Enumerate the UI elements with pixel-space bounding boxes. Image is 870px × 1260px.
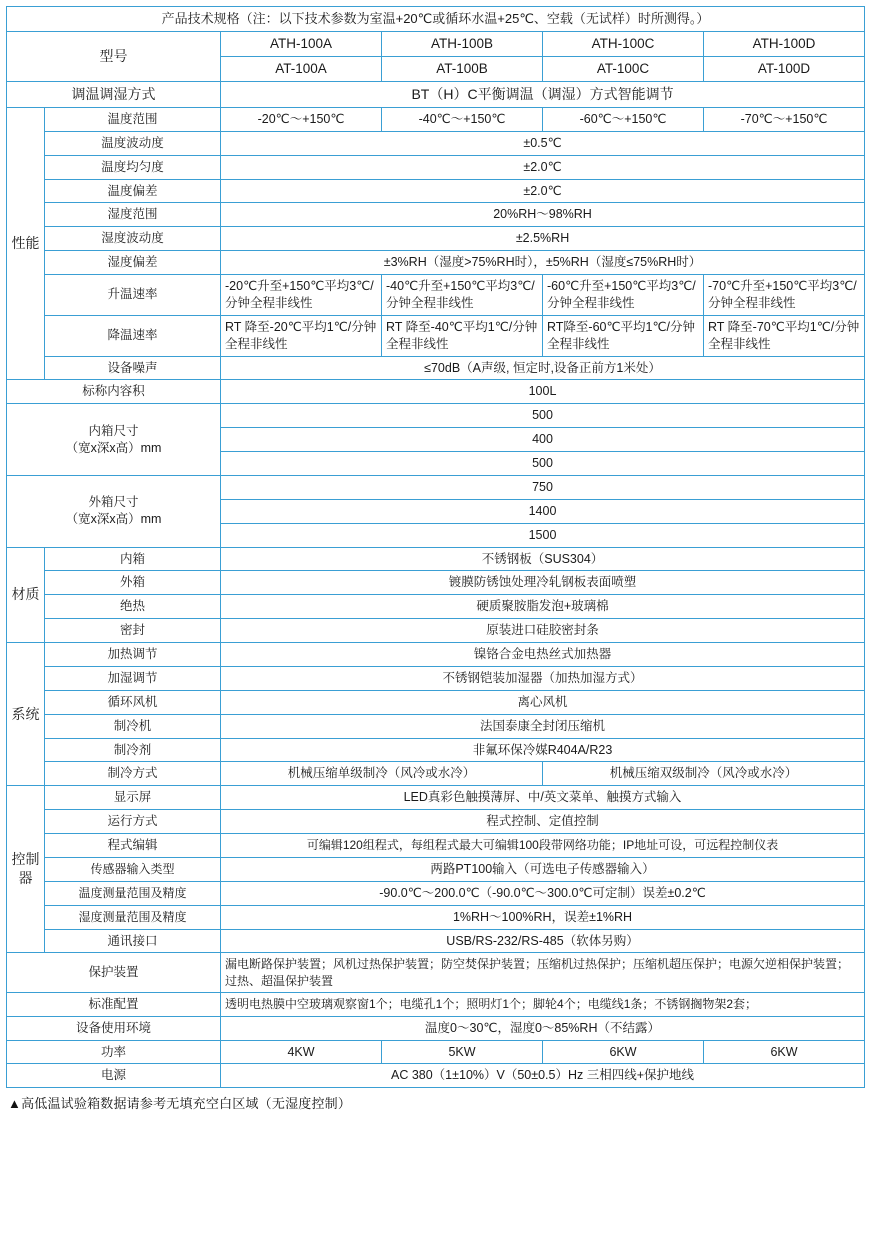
value-operation-mode: 程式控制、定值控制 — [221, 810, 865, 834]
value-humidity-range: 20%RH～98%RH — [221, 203, 865, 227]
value-display: LED真彩色触摸薄屏、中/英文菜单、触摸方式输入 — [221, 786, 865, 810]
label-outer-size-line2: （宽x深x高）mm — [65, 512, 162, 527]
model-at-100a: AT-100A — [221, 56, 382, 81]
value-protection: 漏电断路保护装置；风机过热保护装置；防空焚保护装置；压缩机过热保护；压缩机超压保护；电源欠逆相保护装置；过热、超温保护装置 — [221, 953, 865, 992]
value-outer-width: 750 — [221, 475, 865, 499]
value-heating-rate-c: -60℃升至+150℃平均3℃/分钟全程非线性 — [543, 275, 704, 316]
label-temp-fluctuation: 温度波动度 — [45, 131, 221, 155]
table-row — [7, 356, 865, 380]
value-cooling-mode-dual: 机械压缩双级制冷（风冷或水冷） — [543, 762, 865, 786]
table-row — [7, 1016, 865, 1040]
value-circulation-fan: 离心风机 — [221, 690, 865, 714]
value-cooling-rate-d: RT 降至-70℃平均1℃/分钟全程非线性 — [704, 315, 865, 356]
value-heating-rate-d: -70℃升至+150℃平均3℃/分钟全程非线性 — [704, 275, 865, 316]
model-at-100d: AT-100D — [704, 56, 865, 81]
table-row — [7, 953, 865, 992]
value-comm-interface: USB/RS-232/RS-485（软体另购） — [221, 929, 865, 953]
value-cooling-rate-b: RT 降至-40℃平均1℃/分钟全程非线性 — [382, 315, 543, 356]
value-program-edit: 可编辑120组程式，每组程式最大可编辑100段带网络功能；IP地址可设，可远程控制仪表 — [221, 834, 865, 858]
label-control-mode: 调温调湿方式 — [7, 81, 221, 107]
value-heating-adjust: 镍铬合金电热丝式加热器 — [221, 643, 865, 667]
value-inner-width: 500 — [221, 404, 865, 428]
table-row — [7, 81, 865, 107]
value-power-b: 5KW — [382, 1040, 543, 1064]
group-system: 系统 — [7, 643, 45, 786]
group-material: 材质 — [7, 547, 45, 643]
label-temp-uniformity: 温度均匀度 — [45, 155, 221, 179]
label-sensor-input-type: 传感器输入类型 — [45, 857, 221, 881]
label-outer-size — [7, 475, 221, 547]
table-row — [7, 881, 865, 905]
footnote: ▲高低温试验箱数据请参考无填充空白区域（无湿度控制） — [8, 1096, 352, 1112]
label-noise: 设备噪声 — [45, 356, 221, 380]
table-row — [7, 155, 865, 179]
label-humidity-range: 湿度范围 — [45, 203, 221, 227]
table-row — [7, 203, 865, 227]
label-humidity-deviation: 湿度偏差 — [45, 251, 221, 275]
label-refrigerant: 制冷剂 — [45, 738, 221, 762]
value-outer-depth: 1400 — [221, 499, 865, 523]
label-refrigerator: 制冷机 — [45, 714, 221, 738]
group-controller: 控制器 — [7, 786, 45, 953]
table-row — [7, 7, 865, 32]
table-row — [7, 857, 865, 881]
table-row — [7, 619, 865, 643]
table-row — [7, 992, 865, 1016]
value-temp-uniformity: ±2.0℃ — [221, 155, 865, 179]
value-power-c: 6KW — [543, 1040, 704, 1064]
value-humidity-measure-range: 1%RH～100%RH，误差±1%RH — [221, 905, 865, 929]
table-row — [7, 315, 865, 356]
table-row — [7, 547, 865, 571]
model-ath-100a: ATH-100A — [221, 31, 382, 56]
value-standard-config: 透明电热膜中空玻璃观察窗1个；电缆孔1个；照明灯1个；脚轮4个；电缆线1条；不锈钢搁物架2套； — [221, 992, 865, 1016]
table-row — [7, 251, 865, 275]
label-nominal-volume: 标称内容积 — [7, 380, 221, 404]
value-temp-measure-range: -90.0℃～200.0℃（-90.0℃～300.0℃可定制）误差±0.2℃ — [221, 881, 865, 905]
value-noise: ≤70dB（A声级, 恒定时,设备正前方1米处） — [221, 356, 865, 380]
table-row — [7, 905, 865, 929]
value-inner-height: 500 — [221, 452, 865, 476]
table-row — [7, 31, 865, 56]
value-insulation: 硬质聚胺脂发泡+玻璃棉 — [221, 595, 865, 619]
model-ath-100d: ATH-100D — [704, 31, 865, 56]
value-temp-fluctuation: ±0.5℃ — [221, 131, 865, 155]
table-row — [7, 810, 865, 834]
value-environment: 温度0～30℃，湿度0～85%RH（不结露） — [221, 1016, 865, 1040]
label-circulation-fan: 循环风机 — [45, 690, 221, 714]
table-row — [7, 690, 865, 714]
header-title: 产品技术规格（注：以下技术参数为室温+20℃或循环水温+25℃、空载（无试样）时所测得。） — [7, 7, 865, 32]
table-row — [7, 404, 865, 428]
table-row — [7, 738, 865, 762]
label-comm-interface: 通讯接口 — [45, 929, 221, 953]
value-cooling-mode-single: 机械压缩单级制冷（风冷或水冷） — [221, 762, 543, 786]
table-row — [7, 227, 865, 251]
label-inner-size-line2: （宽x深x高）mm — [65, 440, 162, 455]
label-power: 功率 — [7, 1040, 221, 1064]
label-operation-mode: 运行方式 — [45, 810, 221, 834]
label-inner-size — [7, 404, 221, 476]
model-at-100c: AT-100C — [543, 56, 704, 81]
specification-table — [6, 6, 865, 1088]
label-inner-size-line1: 内箱尺寸 — [88, 423, 139, 438]
value-power-d: 6KW — [704, 1040, 865, 1064]
label-program-edit: 程式编辑 — [45, 834, 221, 858]
value-control-mode: BT（H）C平衡调温（调湿）方式智能调节 — [221, 81, 865, 107]
label-insulation: 绝热 — [45, 595, 221, 619]
group-performance: 性能 — [7, 107, 45, 380]
label-outer-box: 外箱 — [45, 571, 221, 595]
label-heating-adjust: 加热调节 — [45, 643, 221, 667]
table-row — [7, 595, 865, 619]
label-cooling-rate: 降温速率 — [45, 315, 221, 356]
table-row — [7, 786, 865, 810]
label-standard-config: 标准配置 — [7, 992, 221, 1016]
table-row — [7, 107, 865, 131]
value-temp-deviation: ±2.0℃ — [221, 179, 865, 203]
value-inner-box: 不锈钢板（SUS304） — [221, 547, 865, 571]
table-row — [7, 1040, 865, 1064]
label-outer-size-line1: 外箱尺寸 — [88, 495, 139, 510]
table-row — [7, 929, 865, 953]
value-power-a: 4KW — [221, 1040, 382, 1064]
table-row — [7, 1064, 865, 1088]
value-cooling-rate-c: RT降至-60℃平均1℃/分钟全程非线性 — [543, 315, 704, 356]
model-ath-100c: ATH-100C — [543, 31, 704, 56]
label-humidify-adjust: 加湿调节 — [45, 666, 221, 690]
table-row — [7, 834, 865, 858]
value-power-supply: AC 380（1±10%）V（50±0.5）Hz 三相四线+保护地线 — [221, 1064, 865, 1088]
value-sealing: 原装进口硅胶密封条 — [221, 619, 865, 643]
table-row — [7, 275, 865, 316]
table-row — [7, 380, 865, 404]
label-sealing: 密封 — [45, 619, 221, 643]
value-heating-rate-a: -20℃升至+150℃平均3℃/分钟全程非线性 — [221, 275, 382, 316]
value-heating-rate-b: -40℃升至+150℃平均3℃/分钟全程非线性 — [382, 275, 543, 316]
model-row-label: 型号 — [7, 31, 221, 81]
value-humidify-adjust: 不锈钢铠装加湿器（加热加湿方式） — [221, 666, 865, 690]
model-ath-100b: ATH-100B — [382, 31, 543, 56]
label-humidity-measure-range: 湿度测量范围及精度 — [45, 905, 221, 929]
value-temp-range-b: -40℃～+150℃ — [382, 107, 543, 131]
value-humidity-deviation: ±3%RH（湿度>75%RH时），±5%RH（湿度≤75%RH时） — [221, 251, 865, 275]
value-temp-range-c: -60℃～+150℃ — [543, 107, 704, 131]
value-sensor-input-type: 两路PT100输入（可选电子传感器输入） — [221, 857, 865, 881]
value-outer-box: 镀膜防锈蚀处理冷轧钢板表面喷塑 — [221, 571, 865, 595]
label-power-supply: 电源 — [7, 1064, 221, 1088]
label-humidity-fluctuation: 湿度波动度 — [45, 227, 221, 251]
label-heating-rate: 升温速率 — [45, 275, 221, 316]
model-at-100b: AT-100B — [382, 56, 543, 81]
value-inner-depth: 400 — [221, 428, 865, 452]
value-refrigerator: 法国泰康全封闭压缩机 — [221, 714, 865, 738]
value-temp-range-a: -20℃～+150℃ — [221, 107, 382, 131]
label-temp-range: 温度范围 — [45, 107, 221, 131]
label-temp-deviation: 温度偏差 — [45, 179, 221, 203]
table-row — [7, 762, 865, 786]
value-refrigerant: 非氟环保冷媒R404A/R23 — [221, 738, 865, 762]
table-row — [7, 179, 865, 203]
table-row — [7, 714, 865, 738]
table-row — [7, 475, 865, 499]
table-row — [7, 571, 865, 595]
value-outer-height: 1500 — [221, 523, 865, 547]
label-temp-measure-range: 温度测量范围及精度 — [45, 881, 221, 905]
value-nominal-volume: 100L — [221, 380, 865, 404]
table-row — [7, 666, 865, 690]
label-cooling-mode: 制冷方式 — [45, 762, 221, 786]
label-protection: 保护装置 — [7, 953, 221, 992]
label-display: 显示屏 — [45, 786, 221, 810]
label-inner-box: 内箱 — [45, 547, 221, 571]
label-environment: 设备使用环境 — [7, 1016, 221, 1040]
value-humidity-fluctuation: ±2.5%RH — [221, 227, 865, 251]
value-temp-range-d: -70℃～+150℃ — [704, 107, 865, 131]
table-row — [7, 643, 865, 667]
table-row — [7, 131, 865, 155]
value-cooling-rate-a: RT 降至-20℃平均1℃/分钟全程非线性 — [221, 315, 382, 356]
